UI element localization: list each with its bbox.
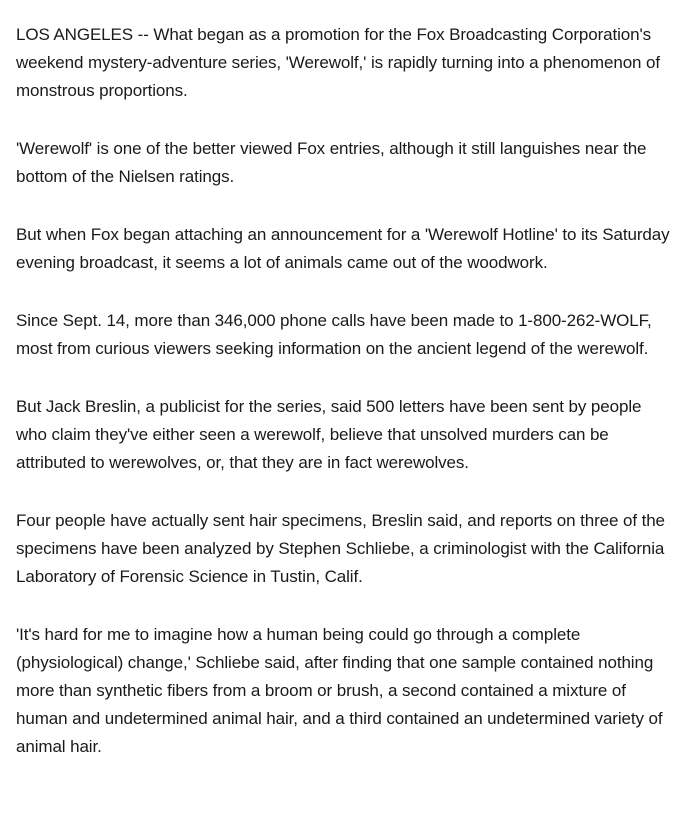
article-paragraph-7: 'It's hard for me to imagine how a human being could go through a complete (physiological) change,' Schliebe said, after finding that one sample contained nothing more than synthetic fibers from a broom or brush, a second contained a mixture of human and undetermined animal hair, and a third contained an undetermined variety of animal hair. bbox=[16, 625, 663, 756]
article-paragraph-1: LOS ANGELES -- What began as a promotion for the Fox Broadcasting Corporation's weekend mystery-adventure series, 'Werewolf,' is rapidly turning into a phenomenon of monstrous proportions. bbox=[16, 25, 661, 100]
article-paragraph-4: Since Sept. 14, more than 346,000 phone calls have been made to 1-800-262-WOLF, most from curious viewers seeking information on the ancient legend of the werewolf. bbox=[16, 311, 652, 358]
article-paragraph-6: Four people have actually sent hair specimens, Breslin said, and reports on three of the specimens have been analyzed by Stephen Schliebe, a criminologist with the California Laboratory of Forensic Science in Tustin, Calif. bbox=[16, 511, 665, 586]
article-paragraph-5: But Jack Breslin, a publicist for the series, said 500 letters have been sent by people who claim they've either seen a werewolf, believe that unsolved murders can be attributed to werewolves, or, that they are in fact werewolves. bbox=[16, 397, 642, 472]
article-paragraph-3: But when Fox began attaching an announcement for a 'Werewolf Hotline' to its Saturday evening broadcast, it seems a lot of animals came out of the woodwork. bbox=[16, 225, 670, 272]
article-paragraph-2: 'Werewolf' is one of the better viewed Fox entries, although it still languishes near the bottom of the Nielsen ratings. bbox=[16, 139, 647, 186]
